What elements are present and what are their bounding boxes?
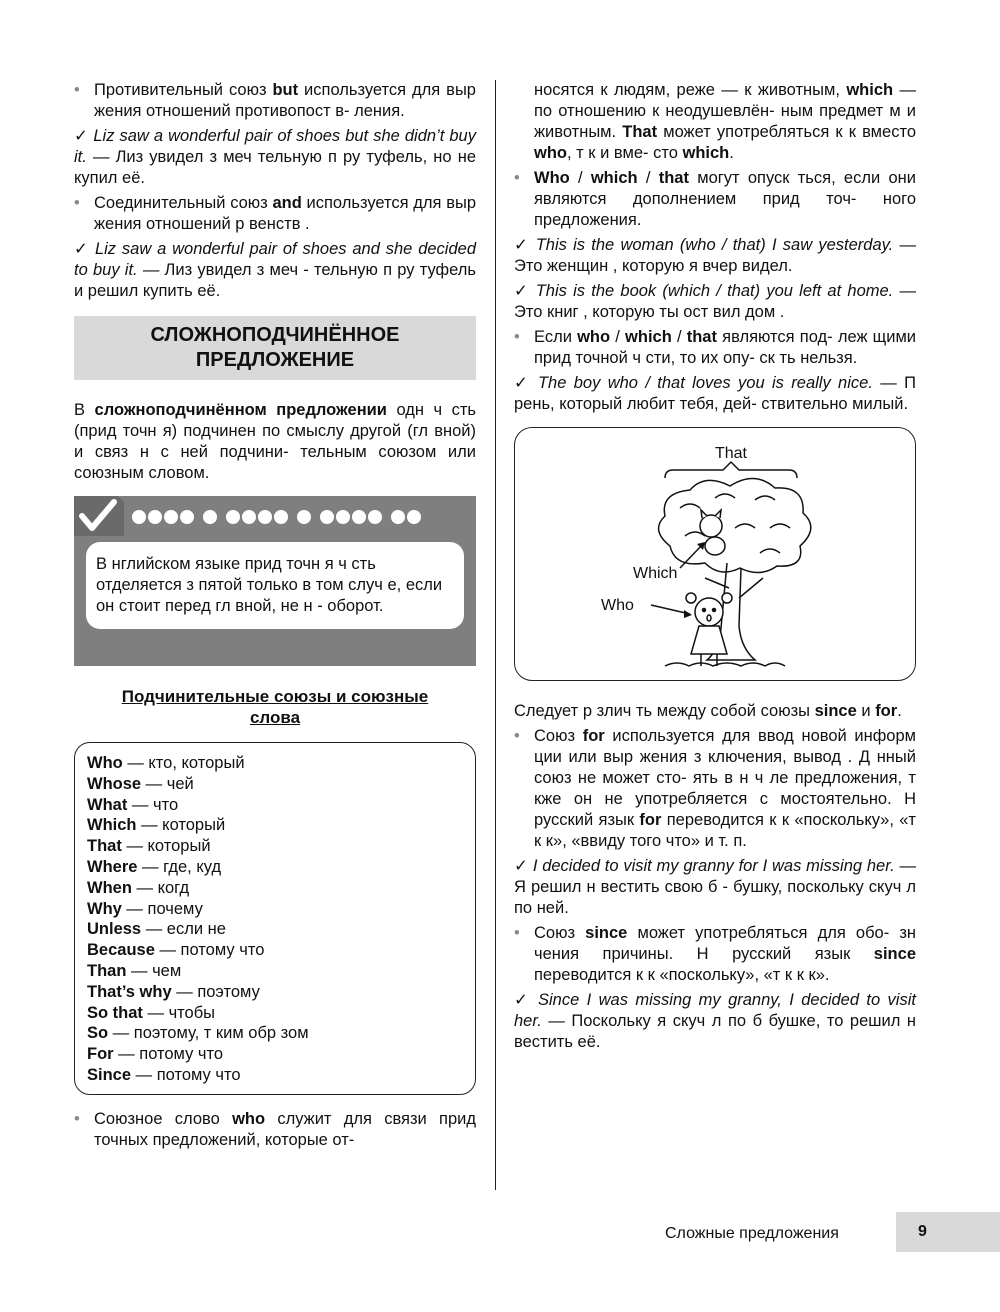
label-that: That	[714, 445, 748, 462]
bullet-subject: • Если who / which / that являются под- леж щими прид точной ч сти, то их опу- ск ть нельзя.	[514, 327, 916, 369]
bullet-since: • Союз since может употребляться для обо- зн чения причины. Н русский язык since переводится к к «поскольку», «т к к к».	[514, 923, 916, 986]
check-icon: ✓	[74, 127, 94, 145]
list-item: Because — потому что	[87, 941, 265, 960]
example-boy: ✓ The boy who / that loves you is really nice. — П рень, который любит тебя, дей- ствительно милый.	[514, 374, 916, 413]
list-item: So — поэтому, т ким обр зом	[87, 1024, 309, 1043]
list-item: That’s why — поэтому	[87, 982, 260, 1001]
list-item: For — потому что	[87, 1045, 224, 1064]
check-icon: ✓	[514, 857, 533, 875]
since-intro: Следует р злич ть между собой союзы since и for.	[514, 702, 902, 720]
check-icon: ✓	[514, 374, 538, 392]
check-icon: ✓	[74, 240, 95, 258]
decorative-dots	[132, 506, 423, 528]
list-item: Since — потому что	[87, 1065, 241, 1084]
note-text: В нглийском языке прид точн я ч сть отделяется з пятой только в том случ е, если он стоит перед гл вной, не н - оборот.	[86, 542, 464, 629]
bullet-and: • Соединительный союз and используется для выр жения отношений р венств .	[74, 193, 476, 235]
arrow-who-head	[684, 610, 692, 618]
girl-icon	[686, 593, 732, 666]
continued-paragraph: носятся к людям, реже — к животным, which — по отношению к неодушевлён- ным предмет м и животным. That может употребляться к к вместо who, т к и вме- сто which.	[534, 81, 916, 162]
intro-paragraph: В сложноподчинённом предложении одн ч сть (прид точн я) подчинен по смыслу другой (гл вной) и связ н с ней подчини- тельным союзом или союзным словом.	[74, 401, 477, 482]
list-item: What — что	[87, 795, 179, 814]
right-column	[514, 80, 916, 1057]
example-book: ✓ This is the book (which / that) you left at home. — Это книг , которую ты ост вил дом .	[514, 282, 916, 321]
list-item: Where — где, куд	[87, 857, 222, 876]
footer-section-title: Сложные предложения	[665, 1225, 839, 1242]
tree-icon	[659, 478, 811, 666]
list-item: Which — который	[87, 816, 226, 835]
example-woman: ✓ This is the woman (who / that) I saw yesterday. — Это женщин , которую я вчер видел.	[514, 236, 916, 275]
bullet-for: • Союз for используется для ввод новой информ ции или выр жения з ключения, вывод . Д нный союз не может сто- ять в н ч ле предложения, т кже он не употребляется с мостоятельно. Н русский язык for переводится к к «поскольку», «т к к», «ввиду того что» и т. п.	[514, 726, 916, 852]
list-item: Unless — если не	[87, 920, 226, 939]
tree-illustration	[515, 428, 915, 680]
checkmark-icon	[74, 496, 124, 536]
conjunctions-title: Подчинительные союзы и союзные слова	[121, 687, 429, 727]
illustration-box	[514, 427, 916, 681]
left-column	[74, 80, 476, 1155]
list-item: Who — кто, который	[87, 754, 245, 772]
bullet-who: • Союзное слово who служит для связи прид точных предложений, которые от-	[74, 1109, 476, 1151]
column-divider	[495, 80, 496, 1190]
example-but: ✓ Liz saw a wonderful pair of shoes but she didn’t buy it. — Лиз увидел з меч тельную п ру туфель, но не купил её.	[74, 127, 476, 187]
label-which: Which	[633, 565, 678, 582]
list-item: Than — чем	[87, 961, 182, 980]
bullet-but: • Противительный союз but используется для выр жения отношений противопост в- ления.	[74, 80, 476, 122]
section-heading: СЛОЖНОПОДЧИНЁННОЕ ПРЕДЛОЖЕНИЕ	[74, 316, 476, 380]
conjunctions-list	[74, 742, 476, 1095]
list-item: That — который	[87, 837, 211, 856]
example-for: ✓ I decided to visit my granny for I was missing her. — Я решил н вестить свою б - бушку, поскольку скуч л по ней.	[514, 857, 916, 917]
brace-icon	[665, 462, 797, 478]
example-and: ✓ Liz saw a wonderful pair of shoes and she decided to buy it. — Лиз увидел з меч - тельную п ру туфель и решил купить её.	[74, 240, 476, 300]
check-icon: ✓	[514, 991, 539, 1009]
example-since: ✓ Since I was missing my granny, I decided to visit her. — Поскольку я скуч л по б бушке, то решил н вестить её.	[514, 991, 916, 1051]
list-item: When — когд	[87, 878, 190, 897]
check-icon: ✓	[514, 236, 536, 254]
list-item: So that — чтобы	[87, 1003, 216, 1022]
note-panel	[74, 496, 476, 666]
check-icon: ✓	[514, 282, 536, 300]
page-number: 9	[896, 1212, 1000, 1252]
list-item: Whose — чей	[87, 774, 194, 793]
bullet-omit: • Who / which / that могут опуск ться, если они являются дополнением прид точ- ного предложения.	[514, 168, 916, 231]
list-item: Why — почему	[87, 899, 203, 918]
label-who: Who	[601, 597, 634, 614]
